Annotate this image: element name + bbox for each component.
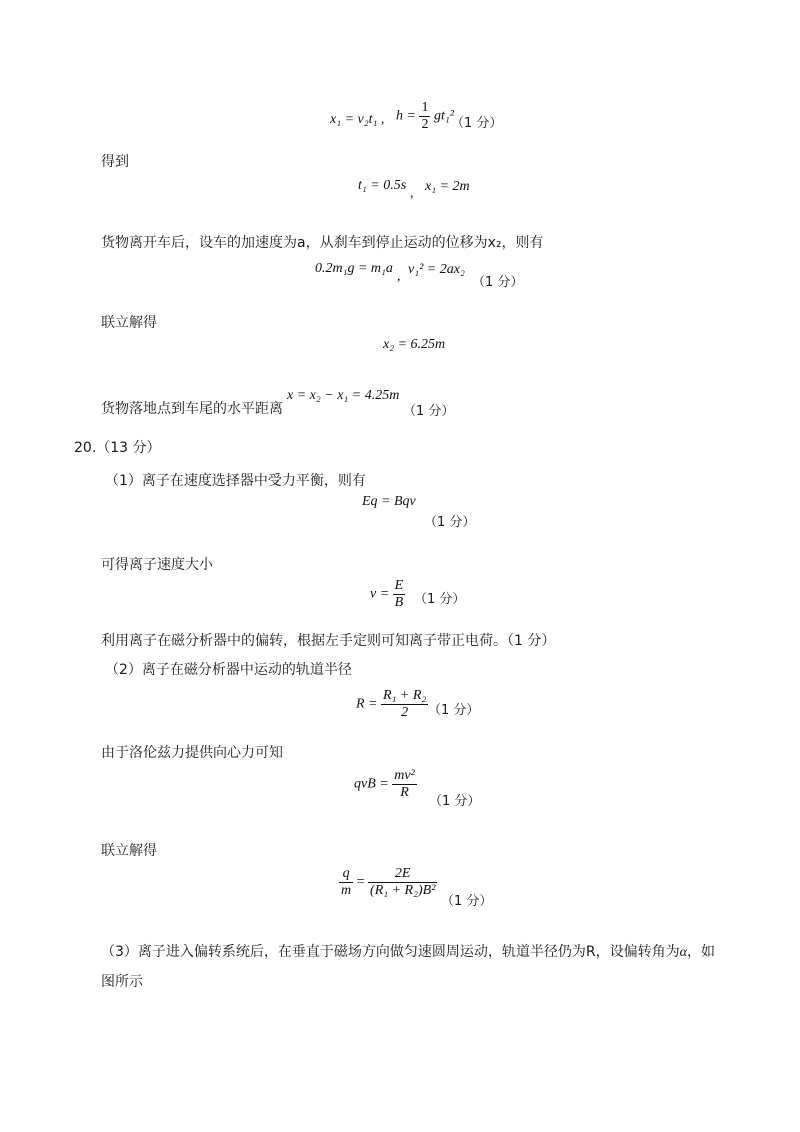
equation-x-distance: x = x₂ − x₁ = 4.25m [287,388,400,403]
fraction-centripetal-den: R [400,785,409,800]
equation-v [370,578,405,611]
text-positive-charge: 利用离子在磁分析器中的偏转，根据左手定则可知离子带正电荷。（1 分） [101,633,556,649]
text-dedao: 得到 [101,154,129,170]
fraction-centripetal-num: mv² [394,768,415,783]
score-label: （1 分） [403,404,455,419]
text-horizontal-distance: 货物落地点到车尾的水平距离 [101,401,283,417]
fraction-e-over-b-num: E [394,578,404,593]
text-lorentz: 由于洛伦兹力提供向心力可知 [101,745,283,761]
equation-v-lhs: v = [370,586,390,602]
fraction-e-over-b-den: B [394,595,404,610]
equation-r [356,688,428,721]
equals-sign: = [356,874,365,890]
text-lianli-1: 联立解得 [101,315,157,331]
equation-t1: t₁ = 0.5s [358,178,407,193]
fraction-q-over-m-num: q [339,866,353,883]
text-speed: 可得离子速度大小 [101,557,213,573]
equation-h [396,100,454,133]
equation-eq-bqv: Eq = Bqv [362,494,416,509]
fraction-q-over-m-den: m [341,883,352,898]
score-label: （1 分） [451,116,503,131]
fraction-q-over-m [339,866,353,899]
equation-charge-mass [339,866,437,899]
equation-v1sq: v₁² = 2ax₂ [408,262,465,277]
equation-h-lhs: h = [396,108,416,124]
fraction-radius-den: 2 [401,705,409,720]
score-label: （1 分） [472,275,524,290]
equation-lorentz-lhs: qvB = [354,776,389,792]
equation-x1-text: x₁ = v₂t₁ , [330,112,385,127]
part3-text-b: ，如 [687,944,715,960]
part1-intro: （1）离子在速度选择器中受力平衡，则有 [105,473,366,489]
part3-text-a: （3）离子进入偏转系统后，在垂直于磁场方向做匀速圆周运动，轨道半径仍为R，设偏转角为 [101,944,680,960]
score-label: （1 分） [429,794,481,809]
equation-lorentz [354,768,417,801]
score-label: （1 分） [428,703,480,718]
equation-x1 [330,112,384,128]
fraction-half-num: 1 [421,100,429,115]
fraction-result [368,866,437,899]
fraction-half [419,100,430,133]
fraction-e-over-b [393,578,406,611]
fraction-half-den: 2 [421,117,429,132]
equation-r-lhs: R = [356,696,378,712]
equation-x2: x₂ = 6.25m [383,337,446,352]
part2-intro: （2）离子在磁分析器中运动的轨道半径 [105,662,352,678]
equation-h-rhs: gt₁² [433,108,454,124]
fraction-result-den: (R₁ + R₂)B² [370,883,436,898]
part3-line2: 图所示 [101,974,143,990]
alpha-symbol: α [679,945,687,960]
score-label: （1 分） [441,894,493,909]
comma: , [397,269,401,284]
fraction-centripetal [392,768,417,801]
comma: , [410,186,414,201]
question-title: 20.（13 分） [74,440,161,456]
score-label: （1 分） [424,515,476,530]
paragraph-car-accel: 货物离开车后，设车的加速度为a，从刹车到停止运动的位移为x₂，则有 [101,235,544,251]
score-label: （1 分） [414,592,466,607]
text-lianli-2: 联立解得 [101,843,157,859]
part3-line1 [101,941,715,961]
fraction-radius-num: R₁ + R₂ [383,688,427,703]
equation-friction: 0.2m₁g = m₁a [315,261,393,276]
equation-x1-value: x₁ = 2m [425,179,470,194]
fraction-result-num: 2E [368,866,437,883]
fraction-radius [381,688,428,721]
